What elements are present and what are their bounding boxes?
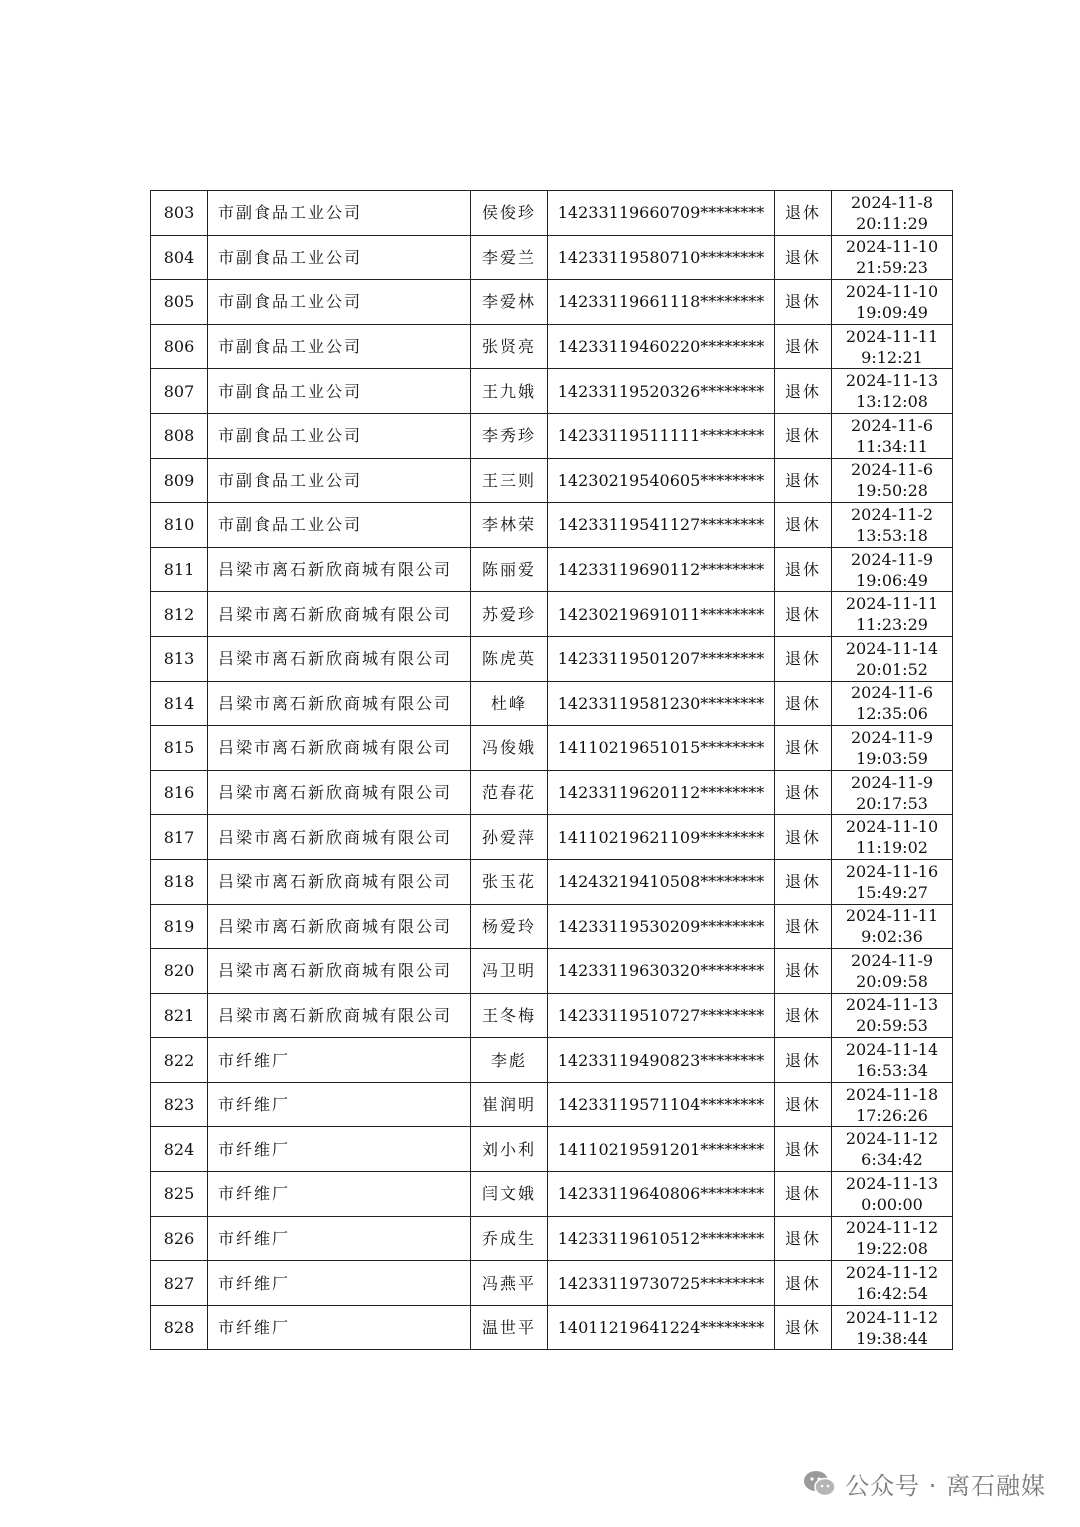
date-text: 2024-11-18 (845, 1084, 939, 1104)
employer-cell: 吕梁市离石新欣商城有限公司 (208, 904, 471, 949)
id-number-cell: 14110219621109******** (548, 815, 775, 860)
datetime-cell (832, 413, 953, 458)
name-cell: 闫文娥 (471, 1172, 548, 1217)
status-cell: 退休 (775, 1038, 832, 1083)
time-text: 13:53:18 (856, 525, 928, 545)
time-text: 15:49:27 (856, 882, 928, 902)
table-row (151, 235, 953, 280)
id-number-cell: 14233119581230******** (548, 681, 775, 726)
date-text: 2024-11-2 (850, 504, 934, 524)
status-cell: 退休 (775, 191, 832, 236)
date-text: 2024-11-13 (845, 995, 939, 1015)
table-row (151, 547, 953, 592)
datetime-cell (832, 949, 953, 994)
employer-cell: 吕梁市离石新欣商城有限公司 (208, 859, 471, 904)
row-number: 804 (151, 235, 208, 280)
row-number: 813 (151, 636, 208, 681)
record-table (150, 190, 953, 1350)
id-number-cell: 14011219641224******** (548, 1305, 775, 1350)
name-cell: 王三则 (471, 458, 548, 503)
datetime-cell (832, 859, 953, 904)
name-cell: 陈虎英 (471, 636, 548, 681)
employer-cell: 吕梁市离石新欣商城有限公司 (208, 770, 471, 815)
table-row (151, 636, 953, 681)
id-number-cell: 14110219591201******** (548, 1127, 775, 1172)
status-cell: 退休 (775, 636, 832, 681)
watermark-text: 公众号 · 离石融媒 (845, 1472, 1046, 1500)
id-number-cell: 14233119541127******** (548, 503, 775, 548)
time-text: 19:06:49 (856, 570, 928, 590)
table-row (151, 1305, 953, 1350)
datetime-cell (832, 280, 953, 325)
date-text: 2024-11-12 (845, 1307, 939, 1327)
employer-cell: 市副食品工业公司 (208, 458, 471, 503)
row-number: 803 (151, 191, 208, 236)
employer-cell: 吕梁市离石新欣商城有限公司 (208, 636, 471, 681)
datetime-cell (832, 1216, 953, 1261)
status-cell: 退休 (775, 1127, 832, 1172)
row-number: 820 (151, 949, 208, 994)
datetime-cell (832, 726, 953, 771)
table-row (151, 993, 953, 1038)
status-cell: 退休 (775, 1305, 832, 1350)
id-number-cell: 14233119511111******** (548, 413, 775, 458)
id-number-cell: 14233119630320******** (548, 949, 775, 994)
datetime-cell (832, 1305, 953, 1350)
datetime-cell (832, 1261, 953, 1306)
row-number: 817 (151, 815, 208, 860)
datetime-cell (832, 815, 953, 860)
employer-cell: 吕梁市离石新欣商城有限公司 (208, 681, 471, 726)
employer-cell: 吕梁市离石新欣商城有限公司 (208, 547, 471, 592)
id-number-cell: 14233119640806******** (548, 1172, 775, 1217)
datetime-cell (832, 1082, 953, 1127)
status-cell: 退休 (775, 859, 832, 904)
status-cell: 退休 (775, 235, 832, 280)
employer-cell: 吕梁市离石新欣商城有限公司 (208, 949, 471, 994)
row-number: 818 (151, 859, 208, 904)
employer-cell: 吕梁市离石新欣商城有限公司 (208, 815, 471, 860)
status-cell: 退休 (775, 1216, 832, 1261)
row-number: 812 (151, 592, 208, 637)
datetime-cell (832, 369, 953, 414)
id-number-cell: 14233119530209******** (548, 904, 775, 949)
time-text: 16:53:34 (856, 1061, 928, 1081)
name-cell: 冯燕平 (471, 1261, 548, 1306)
employer-cell: 市副食品工业公司 (208, 413, 471, 458)
time-text: 9:12:21 (861, 347, 923, 367)
employer-cell: 市纤维厂 (208, 1261, 471, 1306)
id-number-cell: 14233119730725******** (548, 1261, 775, 1306)
id-number-cell: 14110219651015******** (548, 726, 775, 771)
time-text: 20:17:53 (856, 793, 928, 813)
status-cell: 退休 (775, 324, 832, 369)
name-cell: 张贤亮 (471, 324, 548, 369)
date-text: 2024-11-8 (850, 192, 934, 212)
time-text: 20:59:53 (856, 1016, 928, 1036)
row-number: 825 (151, 1172, 208, 1217)
status-cell: 退休 (775, 458, 832, 503)
row-number: 815 (151, 726, 208, 771)
table-row (151, 458, 953, 503)
date-text: 2024-11-12 (845, 1218, 939, 1238)
status-cell: 退休 (775, 949, 832, 994)
table-row (151, 503, 953, 548)
employer-cell: 市副食品工业公司 (208, 503, 471, 548)
time-text: 19:22:08 (856, 1239, 928, 1259)
row-number: 810 (151, 503, 208, 548)
time-text: 19:38:44 (856, 1328, 928, 1348)
datetime-cell (832, 904, 953, 949)
name-cell: 杜峰 (471, 681, 548, 726)
datetime-cell (832, 547, 953, 592)
datetime-cell (832, 235, 953, 280)
table-row (151, 1038, 953, 1083)
table-row (151, 726, 953, 771)
table-row (151, 904, 953, 949)
time-text: 11:19:02 (856, 838, 928, 858)
id-number-cell: 14233119580710******** (548, 235, 775, 280)
name-cell: 王九娥 (471, 369, 548, 414)
date-text: 2024-11-6 (850, 460, 934, 480)
row-number: 827 (151, 1261, 208, 1306)
row-number: 821 (151, 993, 208, 1038)
datetime-cell (832, 1172, 953, 1217)
time-text: 19:50:28 (856, 481, 928, 501)
date-text: 2024-11-13 (845, 371, 939, 391)
time-text: 20:01:52 (856, 659, 928, 679)
name-cell: 范春花 (471, 770, 548, 815)
status-cell: 退休 (775, 547, 832, 592)
row-number: 824 (151, 1127, 208, 1172)
table-body (151, 191, 953, 1350)
time-text: 16:42:54 (856, 1284, 928, 1304)
row-number: 805 (151, 280, 208, 325)
status-cell: 退休 (775, 1261, 832, 1306)
time-text: 21:59:23 (856, 258, 928, 278)
name-cell: 李爱林 (471, 280, 548, 325)
row-number: 809 (151, 458, 208, 503)
name-cell: 李林荣 (471, 503, 548, 548)
name-cell: 苏爱珍 (471, 592, 548, 637)
datetime-cell (832, 324, 953, 369)
id-number-cell: 14233119501207******** (548, 636, 775, 681)
table-row (151, 815, 953, 860)
time-text: 20:09:58 (856, 971, 928, 991)
id-number-cell: 14233119690112******** (548, 547, 775, 592)
status-cell: 退休 (775, 904, 832, 949)
date-text: 2024-11-10 (845, 281, 939, 301)
time-text: 19:03:59 (856, 748, 928, 768)
employer-cell: 市纤维厂 (208, 1082, 471, 1127)
employer-cell: 吕梁市离石新欣商城有限公司 (208, 592, 471, 637)
datetime-cell (832, 636, 953, 681)
datetime-cell (832, 1127, 953, 1172)
time-text: 11:34:11 (856, 436, 928, 456)
date-text: 2024-11-11 (845, 326, 939, 346)
id-number-cell: 14233119571104******** (548, 1082, 775, 1127)
date-text: 2024-11-11 (845, 906, 939, 926)
employer-cell: 市纤维厂 (208, 1216, 471, 1261)
status-cell: 退休 (775, 592, 832, 637)
name-cell: 冯俊娥 (471, 726, 548, 771)
table-row (151, 1172, 953, 1217)
datetime-cell (832, 458, 953, 503)
id-number-cell: 14233119490823******** (548, 1038, 775, 1083)
status-cell: 退休 (775, 993, 832, 1038)
employer-cell: 市副食品工业公司 (208, 369, 471, 414)
name-cell: 李彪 (471, 1038, 548, 1083)
name-cell: 孙爱萍 (471, 815, 548, 860)
table-row (151, 592, 953, 637)
name-cell: 王冬梅 (471, 993, 548, 1038)
datetime-cell (832, 1038, 953, 1083)
date-text: 2024-11-12 (845, 1263, 939, 1283)
table-row (151, 1127, 953, 1172)
table-row (151, 413, 953, 458)
status-cell: 退休 (775, 770, 832, 815)
date-text: 2024-11-11 (845, 594, 939, 614)
status-cell: 退休 (775, 503, 832, 548)
row-number: 828 (151, 1305, 208, 1350)
date-text: 2024-11-9 (850, 727, 934, 747)
date-text: 2024-11-14 (845, 1040, 939, 1060)
datetime-cell (832, 770, 953, 815)
time-text: 13:12:08 (856, 392, 928, 412)
time-text: 20:11:29 (856, 213, 928, 233)
name-cell: 刘小利 (471, 1127, 548, 1172)
watermark (803, 1466, 1046, 1501)
row-number: 816 (151, 770, 208, 815)
row-number: 822 (151, 1038, 208, 1083)
status-cell: 退休 (775, 413, 832, 458)
employer-cell: 市副食品工业公司 (208, 235, 471, 280)
employer-cell: 市纤维厂 (208, 1038, 471, 1083)
date-text: 2024-11-6 (850, 683, 934, 703)
table-row (151, 191, 953, 236)
table-row (151, 1216, 953, 1261)
table-row (151, 1082, 953, 1127)
id-number-cell: 14233119660709******** (548, 191, 775, 236)
name-cell: 张玉花 (471, 859, 548, 904)
row-number: 811 (151, 547, 208, 592)
name-cell: 冯卫明 (471, 949, 548, 994)
row-number: 806 (151, 324, 208, 369)
time-text: 6:34:42 (861, 1150, 923, 1170)
date-text: 2024-11-14 (845, 638, 939, 658)
date-text: 2024-11-10 (845, 237, 939, 257)
employer-cell: 市副食品工业公司 (208, 191, 471, 236)
table-row (151, 1261, 953, 1306)
id-number-cell: 14243219410508******** (548, 859, 775, 904)
date-text: 2024-11-16 (845, 861, 939, 881)
table-row (151, 280, 953, 325)
datetime-cell (832, 592, 953, 637)
row-number: 819 (151, 904, 208, 949)
datetime-cell (832, 681, 953, 726)
table-row (151, 681, 953, 726)
name-cell: 杨爱玲 (471, 904, 548, 949)
table-row (151, 369, 953, 414)
date-text: 2024-11-10 (845, 817, 939, 837)
name-cell: 陈丽爱 (471, 547, 548, 592)
date-text: 2024-11-13 (845, 1173, 939, 1193)
datetime-cell (832, 993, 953, 1038)
time-text: 19:09:49 (856, 302, 928, 322)
status-cell: 退休 (775, 681, 832, 726)
row-number: 808 (151, 413, 208, 458)
table-row (151, 859, 953, 904)
id-number-cell: 14233119520326******** (548, 369, 775, 414)
status-cell: 退休 (775, 726, 832, 771)
row-number: 826 (151, 1216, 208, 1261)
time-text: 11:23:29 (856, 615, 928, 635)
name-cell: 温世平 (471, 1305, 548, 1350)
name-cell: 侯俊珍 (471, 191, 548, 236)
id-number-cell: 14233119620112******** (548, 770, 775, 815)
id-number-cell: 14233119661118******** (548, 280, 775, 325)
employer-cell: 市副食品工业公司 (208, 324, 471, 369)
date-text: 2024-11-6 (850, 415, 934, 435)
name-cell: 崔润明 (471, 1082, 548, 1127)
employer-cell: 市副食品工业公司 (208, 280, 471, 325)
id-number-cell: 14230219691011******** (548, 592, 775, 637)
row-number: 807 (151, 369, 208, 414)
status-cell: 退休 (775, 1082, 832, 1127)
status-cell: 退休 (775, 369, 832, 414)
name-cell: 乔成生 (471, 1216, 548, 1261)
row-number: 814 (151, 681, 208, 726)
id-number-cell: 14233119510727******** (548, 993, 775, 1038)
row-number: 823 (151, 1082, 208, 1127)
status-cell: 退休 (775, 1172, 832, 1217)
table-row (151, 949, 953, 994)
id-number-cell: 14233119460220******** (548, 324, 775, 369)
time-text: 0:00:00 (861, 1194, 923, 1214)
table-row (151, 324, 953, 369)
date-text: 2024-11-9 (850, 549, 934, 569)
time-text: 17:26:26 (856, 1105, 928, 1125)
date-text: 2024-11-9 (850, 772, 934, 792)
employer-cell: 吕梁市离石新欣商城有限公司 (208, 726, 471, 771)
id-number-cell: 14233119610512******** (548, 1216, 775, 1261)
datetime-cell (832, 503, 953, 548)
employer-cell: 市纤维厂 (208, 1127, 471, 1172)
employer-cell: 吕梁市离石新欣商城有限公司 (208, 993, 471, 1038)
table-row (151, 770, 953, 815)
employer-cell: 市纤维厂 (208, 1305, 471, 1350)
time-text: 12:35:06 (856, 704, 928, 724)
name-cell: 李爱兰 (471, 235, 548, 280)
datetime-cell (832, 191, 953, 236)
id-number-cell: 14230219540605******** (548, 458, 775, 503)
employer-cell: 市纤维厂 (208, 1172, 471, 1217)
status-cell: 退休 (775, 280, 832, 325)
wechat-icon (803, 1469, 837, 1499)
date-text: 2024-11-9 (850, 950, 934, 970)
name-cell: 李秀珍 (471, 413, 548, 458)
time-text: 9:02:36 (861, 927, 923, 947)
date-text: 2024-11-12 (845, 1129, 939, 1149)
status-cell: 退休 (775, 815, 832, 860)
